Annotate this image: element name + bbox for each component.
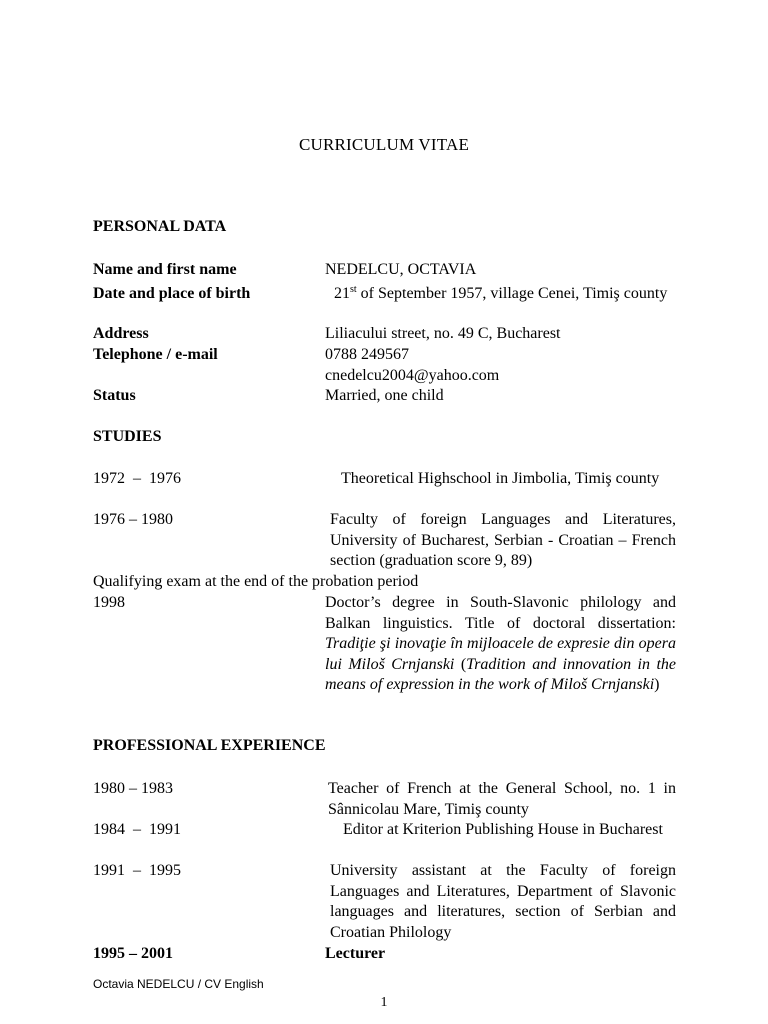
- studies-period-2: 1976 – 1980: [93, 511, 173, 528]
- experience-text-4: Lecturer: [325, 945, 386, 962]
- value-address: Liliacului street, no. 49 C, Bucharest: [325, 325, 561, 342]
- section-heading-personal-data: PERSONAL DATA: [93, 218, 227, 235]
- experience-period-4: 1995 – 2001: [93, 945, 173, 962]
- doctor-close-paren: ): [654, 676, 660, 694]
- studies-row-doctor: [93, 593, 676, 696]
- studies-row-1: [93, 469, 676, 490]
- studies-text-1: Theoretical Highschool in Jimbolia, Timiş county: [341, 470, 660, 487]
- value-email: cnedelcu2004@yahoo.com: [325, 366, 500, 384]
- doctor-open-paren: (: [454, 655, 467, 673]
- label-status: Status: [93, 387, 136, 404]
- studies-row-2: [93, 510, 676, 572]
- experience-row-3: [93, 861, 676, 943]
- studies-text-doctor: [325, 593, 676, 696]
- value-contact: [325, 345, 676, 386]
- value-birth: [325, 284, 676, 305]
- value-name: NEDELCU, OCTAVIA: [325, 261, 477, 278]
- experience-row-2: [93, 820, 676, 841]
- section-heading-studies: STUDIES: [93, 428, 162, 445]
- row-contact: [93, 345, 676, 386]
- experience-row-4: [93, 944, 676, 965]
- studies-period-1: 1972 – 1976: [93, 470, 181, 487]
- row-status: [93, 386, 676, 407]
- experience-text-3: University assistant at the Faculty of foreign Languages and Literatures, Department of Slavonic languages and literatures, section of Serbian and Croatian Philology: [330, 862, 676, 941]
- page-number: 1: [380, 995, 388, 1010]
- label-birth: Date and place of birth: [93, 285, 251, 302]
- label-address: Address: [93, 325, 149, 342]
- studies-qualifying-exam: Qualifying exam at the end of the probation period: [93, 573, 419, 590]
- label-contact: Telephone / e-mail: [93, 346, 218, 363]
- experience-text-1: Teacher of French at the General School, no. 1 in Sânnicolau Mare, Timiş county: [328, 780, 676, 818]
- document-title: CURRICULUM VITAE: [298, 135, 470, 154]
- doctor-title-ro: Tradiţie şi inovaţie în mijloacele de expresie din opera lui Miloš Crnjanski: [325, 635, 676, 673]
- birth-day: 21: [334, 285, 350, 302]
- row-birth: [93, 284, 676, 305]
- value-phone: 0788 249567: [325, 346, 409, 363]
- doctor-title-en: Tradition and innovation in the means of expression in the work of Miloš Crnjanski: [325, 655, 677, 694]
- birth-rest: of September 1957, village Cenei, Timiş county: [356, 285, 668, 302]
- value-status: Married, one child: [325, 387, 444, 404]
- experience-text-2: Editor at Kriterion Publishing House in Bucharest: [343, 821, 663, 838]
- experience-period-1: 1980 – 1983: [93, 780, 173, 797]
- row-address: [93, 324, 676, 345]
- studies-period-doctor: 1998: [93, 594, 125, 611]
- experience-period-2: 1984 – 1991: [93, 821, 181, 838]
- row-name: [93, 260, 676, 281]
- birth-day-suffix: st: [350, 284, 357, 295]
- page-footer: Octavia NEDELCU / CV English: [93, 977, 264, 991]
- experience-row-1: [93, 779, 676, 820]
- label-name: Name and first name: [93, 261, 237, 278]
- experience-period-3: 1991 – 1995: [93, 862, 181, 879]
- section-heading-experience: PROFESSIONAL EXPERIENCE: [93, 737, 326, 754]
- studies-text-2: Faculty of foreign Languages and Literatures, University of Bucharest, Serbian - Croatian – French section (graduation score 9, 89): [330, 511, 676, 570]
- doctor-text: Doctor’s degree in South-Slavonic philology and Balkan linguistics. Title of doctoral dissertation:: [325, 594, 676, 632]
